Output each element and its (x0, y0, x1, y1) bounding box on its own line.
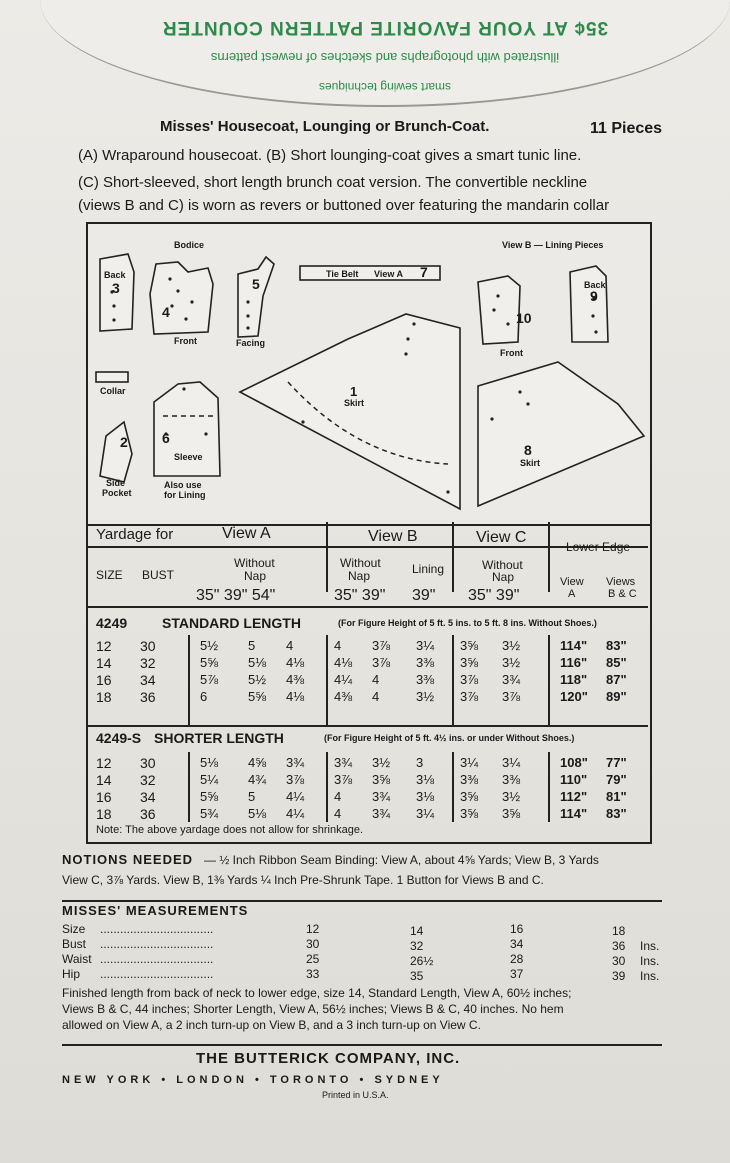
finished-length-line-2: Views B & C, 44 inches; Shorter Length, View A, 56½ inches; Views B & C, 40 inches. No hem (62, 1002, 564, 1016)
yardage-cell: 3½ (502, 638, 521, 653)
table-rule (548, 635, 550, 725)
yardage-cell: 5¾ (200, 806, 219, 821)
yardage-cell: 6 (200, 689, 208, 704)
yardage-cell: 3⅛ (416, 772, 435, 787)
yardage-cell: 112" (560, 789, 588, 804)
lining-width: 39" (412, 587, 436, 604)
yardage-cell: 5⅝ (248, 689, 267, 704)
yardage-cell: 4⅛ (286, 689, 305, 704)
table-rule (548, 752, 550, 822)
piece-number-2: 2 (120, 434, 128, 450)
yardage-cell: 85" (606, 655, 627, 670)
yardage-cell: 5½ (248, 672, 267, 687)
yardage-cell: 4¼ (286, 789, 305, 804)
std-note: (For Figure Height of 5 ft. 5 ins. to 5 ft. 8 ins. Without Shoes.) (338, 618, 597, 628)
view-b-widths: 35" 39" (334, 587, 386, 604)
yardage-cell: 87" (606, 672, 627, 687)
measurement-value: 28 (510, 952, 524, 966)
leader-dots: .................................. (100, 967, 214, 981)
table-rule (452, 752, 454, 822)
yardage-cell: 3⅞ (372, 655, 391, 670)
description-line-1: (A) Wraparound housecoat. (B) Short lounging-coat gives a smart tunic line. (78, 147, 582, 164)
yardage-cell: 116" (560, 655, 588, 670)
pattern-pieces-diagram (86, 222, 652, 526)
yardage-cell: 3⅛ (416, 789, 435, 804)
piece-number-8: 8 (524, 442, 532, 458)
label-skirt: Skirt (344, 398, 365, 408)
label-bodice: Bodice (174, 240, 205, 250)
notions-line-2: View C, 3⅞ Yards. View B, 1⅜ Yards ¼ Inch Pre-Shrunk Tape. 1 Button for Views B and C. (62, 873, 544, 887)
yardage-cell: 3¾ (502, 672, 521, 687)
description-line-2: (C) Short-sleeved, short length brunch coat version. The convertible neckline (78, 174, 588, 191)
yardage-cell: 16 (96, 672, 112, 688)
yardage-cell: 3⅞ (334, 772, 353, 787)
lower-edge-header: Lower Edge (566, 540, 631, 554)
table-rule (452, 635, 454, 725)
yardage-cell: 4 (372, 689, 380, 704)
table-rule (326, 635, 328, 725)
yardage-cell: 83" (606, 638, 627, 653)
yardage-cell: 110" (560, 772, 588, 787)
measurement-value: 30 (306, 937, 320, 951)
yardage-table (86, 520, 652, 844)
yardage-cell: 3⅝ (460, 806, 479, 821)
yardage-cell: 3⅞ (372, 638, 391, 653)
label-pocket: Pocket (102, 488, 132, 498)
table-rule (326, 752, 328, 822)
size-header: SIZE (96, 568, 123, 582)
piece-number-5: 5 (252, 276, 260, 292)
yardage-cell: 3⅞ (502, 689, 521, 704)
label-front-lining: Front (500, 348, 523, 358)
yardage-cell: 79" (606, 772, 627, 787)
short-title: SHORTER LENGTH (154, 730, 284, 746)
label-back-lining: Back (584, 280, 606, 290)
description-line-3: (views B and C) is worn as revers or buttoned over featuring the mandarin collar (78, 197, 610, 214)
yardage-cell: 4⅝ (248, 755, 267, 770)
yardage-cell: 3⅞ (286, 772, 305, 787)
view-b-nap: Nap (348, 569, 371, 583)
yardage-cell: 3¾ (334, 755, 353, 770)
yardage-cell: 4 (334, 638, 342, 653)
measurement-unit: Ins. (640, 969, 660, 983)
view-a-nap: Nap (244, 569, 267, 583)
yardage-cell: 4⅜ (286, 672, 305, 687)
label-view-a: View A (374, 269, 404, 279)
table-rule (188, 752, 190, 822)
yardage-cell: 3¼ (416, 638, 435, 653)
view-b-header: View B (368, 528, 418, 545)
notions-line-1: — ½ Inch Ribbon Seam Binding: View A, about 4⅝ Yards; View B, 3 Yards (204, 853, 599, 867)
pattern-title: Misses' Housecoat, Lounging or Brunch-Coat. (160, 118, 490, 135)
label-front: Front (174, 336, 197, 346)
yardage-cell: 32 (140, 655, 156, 671)
yardage-cell: 36 (140, 689, 156, 705)
yardage-cell: 3⅜ (502, 772, 521, 787)
piece-number-7: 7 (420, 264, 428, 280)
yardage-cell: 3⅜ (416, 655, 435, 670)
yardage-cell: 120" (560, 689, 588, 704)
label-for-lining: for Lining (164, 490, 206, 500)
printed-in: Printed in U.S.A. (322, 1090, 389, 1100)
yardage-cell: 77" (606, 755, 627, 770)
yardage-cell: 12 (96, 638, 112, 654)
notions-label: NOTIONS NEEDED (62, 852, 194, 867)
yardage-cell: 4⅛ (286, 655, 305, 670)
yardage-cell: 3⅝ (502, 806, 521, 821)
measurement-value: 39 (612, 969, 626, 983)
yardage-cell: 3¼ (416, 806, 435, 821)
leader-dots: .................................. (100, 922, 214, 936)
piece-number-1: 1 (350, 384, 358, 399)
leader-dots: .................................. (100, 952, 214, 966)
short-note: (For Figure Height of 5 ft. 4½ ins. or under Without Shoes.) (324, 733, 575, 743)
lower-edge-views: Views (606, 576, 636, 588)
yardage-cell: 5 (248, 638, 256, 653)
yardage-cell: 4⅛ (334, 655, 353, 670)
piece-number-6: 6 (162, 430, 170, 446)
yardage-cell: 118" (560, 672, 588, 687)
yardage-cell: 3⅝ (372, 772, 391, 787)
label-sleeve: Sleeve (174, 452, 203, 462)
label-collar: Collar (100, 386, 126, 396)
yardage-cell: 3⅜ (416, 672, 435, 687)
measurement-unit: Ins. (640, 939, 660, 953)
yardage-cell: 3½ (372, 755, 391, 770)
yardage-cell: 114" (560, 638, 588, 653)
yardage-cell: 3½ (502, 789, 521, 804)
yardage-cell: 4 (334, 789, 342, 804)
measurement-unit: Ins. (640, 954, 660, 968)
yardage-cell: 3½ (502, 655, 521, 670)
yardage-cell: 30 (140, 638, 156, 654)
measurement-value: 35 (410, 969, 424, 983)
yardage-cell: 4 (372, 672, 380, 687)
leader-dots: .................................. (100, 937, 214, 951)
table-rule (88, 725, 648, 727)
yardage-note: Note: The above yardage does not allow for shrinkage. (96, 824, 364, 836)
measurement-value: 12 (306, 922, 320, 936)
measurement-value: 36 (612, 939, 626, 953)
yardage-cell: 14 (96, 655, 112, 671)
yardage-cell: 3¾ (372, 789, 391, 804)
yardage-cell: 12 (96, 755, 112, 771)
piece-count: 11 Pieces (590, 120, 663, 137)
measurement-value: 33 (306, 967, 320, 981)
label-lining-pieces: View B — Lining Pieces (502, 240, 604, 250)
piece-number-9: 9 (590, 288, 598, 304)
yardage-cell: 4¼ (334, 672, 353, 687)
lower-edge-bc: B & C (608, 588, 637, 600)
yardage-cell: 5⅛ (248, 806, 267, 821)
table-rule (88, 606, 648, 608)
measurement-value: 30 (612, 954, 626, 968)
yardage-cell: 3¼ (460, 755, 479, 770)
view-c-without: Without (482, 558, 523, 572)
measurement-value: 18 (612, 924, 626, 938)
yardage-cell: 36 (140, 806, 156, 822)
measurement-label: Bust (62, 937, 87, 951)
yardage-cell: 34 (140, 672, 156, 688)
measurement-label: Waist (62, 952, 92, 966)
yardage-cell: 3⅜ (460, 772, 479, 787)
yardage-cell: 114" (560, 806, 588, 821)
label-back: Back (104, 270, 126, 280)
notions-rule (62, 900, 662, 902)
yardage-cell: 5⅝ (200, 655, 219, 670)
yardage-cell: 4 (286, 638, 294, 653)
yardage-cell: 3¾ (286, 755, 305, 770)
measurement-value: 32 (410, 939, 424, 953)
lower-edge-view: View (560, 576, 584, 588)
piece-number-10: 10 (516, 310, 532, 326)
flap-price-line: 35¢ AT YOUR FAVORITE PATTERN COUNTER (161, 17, 609, 38)
measurement-value: 37 (510, 967, 524, 981)
yardage-cell: 3⅝ (460, 655, 479, 670)
yardage-cell: 34 (140, 789, 156, 805)
measurement-value: 16 (510, 922, 524, 936)
yardage-cell: 5⅝ (200, 789, 219, 804)
table-rule (326, 522, 328, 592)
finished-length-line-3: allowed on View A, a 2 inch turn-up on View B, and a 3 inch turn-up on View C. (62, 1018, 481, 1032)
measurement-value: 14 (410, 924, 424, 938)
yardage-cell: 4⅜ (334, 689, 353, 704)
label-tie-belt: Tie Belt (326, 269, 359, 279)
yardage-cell: 5½ (200, 638, 219, 653)
yardage-cell: 3⅝ (460, 789, 479, 804)
label-skirt-8: Skirt (520, 458, 541, 468)
std-code: 4249 (96, 615, 128, 631)
yardage-cell: 5⅛ (248, 655, 267, 670)
yardage-cell: 16 (96, 789, 112, 805)
measurement-label: Size (62, 922, 86, 936)
yardage-cell: 18 (96, 689, 112, 705)
measurement-value: 26½ (410, 954, 434, 968)
view-c-nap: Nap (492, 570, 515, 584)
flap-text-line-2: smart sewing techniques (318, 80, 452, 94)
yardage-cell: 5⅞ (200, 672, 219, 687)
yardage-cell: 4¾ (248, 772, 267, 787)
lining-header: Lining (412, 562, 445, 576)
yardage-cell: 30 (140, 755, 156, 771)
flap-text-line: illustrated with photographs and sketches of newest patterns (210, 50, 560, 65)
short-code: 4249-S (96, 730, 142, 746)
measurement-value: 34 (510, 937, 524, 951)
yardage-cell: 5 (248, 789, 256, 804)
yardage-cell: 3⅞ (460, 672, 479, 687)
measurements-title: MISSES' MEASUREMENTS (62, 903, 249, 918)
yardage-cell: 83" (606, 806, 627, 821)
piece-number-3: 3 (112, 280, 120, 296)
yardage-cell: 89" (606, 689, 627, 704)
table-rule (452, 522, 454, 592)
company-cities: NEW YORK • LONDON • TORONTO • SYDNEY (62, 1074, 444, 1086)
yardage-cell: 4¼ (286, 806, 305, 821)
label-also-use: Also use (164, 480, 202, 490)
yardage-cell: 5⅛ (200, 755, 219, 770)
yardage-cell: 3⅝ (460, 638, 479, 653)
table-rule (88, 546, 648, 548)
bust-header: BUST (142, 568, 175, 582)
yardage-cell: 14 (96, 772, 112, 788)
table-rule (188, 635, 190, 725)
label-facing: Facing (236, 338, 266, 348)
view-b-without: Without (340, 556, 381, 570)
yardage-cell: 3½ (416, 689, 435, 704)
piece-number-4: 4 (162, 304, 170, 320)
lower-edge-a: A (568, 588, 576, 600)
view-c-widths: 35" 39" (468, 587, 520, 604)
envelope-flap (40, 0, 730, 107)
pattern-pieces-drawing (88, 224, 650, 524)
view-a-header: View A (222, 525, 271, 542)
view-a-without: Without (234, 556, 275, 570)
yardage-cell: 3¼ (502, 755, 521, 770)
yardage-for-header: Yardage for (96, 526, 174, 543)
yardage-cell: 3¾ (372, 806, 391, 821)
measurement-label: Hip (62, 967, 81, 981)
finished-length-line-1: Finished length from back of neck to lower edge, size 14, Standard Length, View A, 60½ inches; (62, 986, 572, 1000)
measurement-value: 25 (306, 952, 320, 966)
yardage-cell: 81" (606, 789, 627, 804)
view-a-widths: 35" 39" 54" (196, 587, 276, 604)
yardage-cell: 5¼ (200, 772, 219, 787)
view-c-header: View C (476, 529, 527, 546)
company-name: THE BUTTERICK COMPANY, INC. (196, 1050, 461, 1067)
table-rule (548, 522, 550, 592)
footer-rule (62, 1044, 662, 1046)
std-title: STANDARD LENGTH (162, 615, 301, 631)
yardage-cell: 32 (140, 772, 156, 788)
yardage-cell: 18 (96, 806, 112, 822)
label-side: Side (106, 478, 126, 488)
yardage-cell: 4 (334, 806, 342, 821)
yardage-cell: 3⅞ (460, 689, 479, 704)
yardage-cell: 3 (416, 755, 424, 770)
yardage-cell: 108" (560, 755, 588, 770)
